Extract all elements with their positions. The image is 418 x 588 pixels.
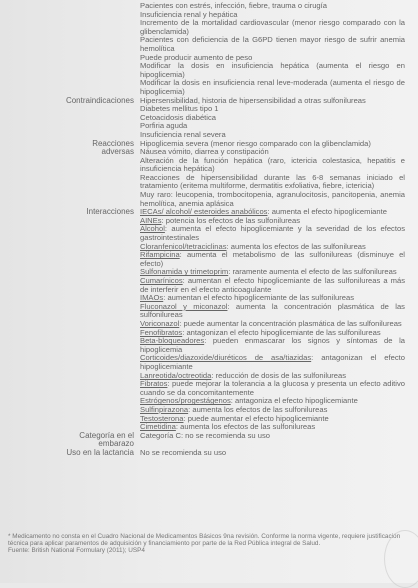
interaction-drug: Estrógenos/progestágenos [140, 396, 231, 406]
pregnancy-label-line2: embarazo [98, 439, 134, 449]
interaction-item [140, 251, 405, 268]
contraindication-item: Hipersensibilidad, historia de hipersensibilidad a otras sulfonilureas [140, 95, 366, 105]
interactions-content [140, 208, 405, 431]
contraindication-item: Insuficiencia renal severa [140, 129, 226, 139]
interaction-item [140, 380, 405, 397]
interaction-drug: Sulfonamida y trimetoprim [140, 267, 229, 277]
interaction-drug: Alcohol [140, 224, 165, 234]
pregnancy-value: Categoría C: no se recomienda su uso [140, 430, 271, 440]
interaction-effect: : aumenta el efecto hipoglicemiante y la severidad de los efectos gastrointestinales [140, 224, 405, 243]
interaction-drug: Fluconazol y miconazol [140, 301, 228, 311]
adverse-reactions-row [8, 140, 410, 209]
interaction-effect: : pueden enmascarar los signos y síntomas de la hipoglicemia [140, 336, 405, 354]
contraindication-item: Cetoacidosis diabética [140, 112, 216, 122]
interaction-drug: Testosterona [140, 413, 184, 423]
precaution-item: Modificar la dosis en insuficiencia renal leve-moderada (aumenta el riesgo de hipoglicemia) [140, 78, 405, 96]
interaction-drug: Cimetidina [140, 422, 176, 432]
interaction-item [140, 303, 405, 320]
interaction-item [140, 354, 405, 371]
interaction-drug: Fenofibratos [140, 327, 183, 337]
interaction-effect: : aumenta los efectos de las sulfonilureas [175, 422, 316, 432]
precaution-item: Insuficiencia renal y hepática [140, 9, 238, 19]
contraindications-label: Contraindicaciones [65, 95, 134, 105]
interaction-drug: Fibratos [140, 379, 168, 389]
interactions-label: Interacciones [86, 207, 134, 217]
adverse-label-line1: Reacciones [92, 138, 134, 148]
adverse-reactions-content [140, 140, 405, 209]
interaction-drug: Sulfinpirazona [140, 404, 189, 414]
interaction-effect: : aumenta el efecto hipoglicemiante [267, 207, 387, 217]
adverse-item: Hipoglicemia severa (menor riesgo comparado con la glibenclamida) [140, 138, 371, 148]
precaution-item: Pacientes con estrés, infección, fiebre, trauma o cirugía [140, 1, 327, 10]
precaution-item: Puede producir aumento de peso [140, 52, 253, 62]
interaction-effect: : antagoniza el efecto hipoglicemiante [230, 396, 358, 406]
interaction-item [140, 337, 405, 354]
interaction-drug: Lanreotida/octreotida [140, 370, 212, 380]
pregnancy-label [8, 432, 140, 449]
contraindication-item: Porfiria aguda [140, 121, 188, 131]
interaction-effect: : aumenta la concentración plasmática de las sulfonilureas [140, 301, 405, 320]
contraindications-content [140, 97, 405, 140]
adverse-label-line2: adversas [101, 147, 134, 157]
interaction-effect: : aumentan el efecto hipoglicemiante de las sulfonilureas [163, 293, 355, 303]
adverse-reactions-label [8, 140, 140, 209]
precaution-item: Pacientes con deficiencia de la G6PD tienen mayor riesgo de sufrir anemia hemolítica [140, 35, 405, 53]
pregnancy-row [8, 432, 410, 449]
pregnancy-content [140, 432, 405, 449]
interaction-drug: Beta-bloqueadores [140, 336, 205, 346]
interaction-drug: Voriconazol [140, 318, 180, 328]
interaction-effect: : antagonizan el efecto hipoglicemiante de las sulfonilureas [182, 327, 381, 337]
adverse-item: Alteración de la función hepática (raro, ictericia colestasica, hepatitis e insuficiencia hepática) [140, 155, 405, 174]
interaction-effect: : antagonizan el efecto hipoglicemiante [140, 353, 405, 371]
interaction-effect: : puede aumentar la concentración plasmática de las sulfonilureas [179, 318, 402, 328]
interaction-item [140, 225, 405, 242]
interaction-effect: : reducción de dosis de las sulfonilureas [211, 370, 347, 380]
stamp-seal [384, 530, 418, 588]
interaction-effect: : aumenta los efectos de las sulfonilureas [226, 241, 366, 251]
interaction-item [140, 277, 405, 294]
precautions-label [8, 2, 140, 97]
precaution-item: Incremento de la mortalidad cardiovascular (menor riesgo comparado con la glibenclamida) [140, 18, 405, 36]
lactation-row [8, 449, 410, 458]
interaction-drug: IMAOs [140, 293, 164, 303]
precautions-row [8, 2, 410, 97]
interaction-drug: AINEs [140, 215, 162, 225]
lactation-label: Uso en la lactancia [66, 447, 134, 457]
footnotes [8, 533, 406, 555]
contraindications-row [8, 97, 410, 140]
interaction-drug: IECAs/ alcohol/ esteroides anabólicos [140, 207, 268, 217]
adverse-item: Muy raro: leucopenia, trombocitopenia, agranulocitosis, pancitopenia, anemia hemolítica, anemia aplásica [140, 190, 405, 208]
drug-monograph-table [8, 2, 410, 457]
interaction-effect: : aumenta el metabolismo de las sulfonilureas (disminuye el efecto) [140, 250, 405, 268]
lactation-value: No se recomienda su uso [140, 447, 227, 457]
interaction-effect: : aumentan el efecto hipoglicemiante de las sulfonilureas a más de interferir en el efecto anticoagulante [140, 276, 405, 294]
interaction-drug: Corticoides/diazoxide/diuréticos de asa/tiazidas [140, 353, 312, 363]
interaction-effect: : puede aumentar el efecto hipoglicemiante [183, 413, 329, 423]
lactation-content [140, 449, 405, 458]
interactions-row [8, 208, 410, 431]
interaction-effect: : potencia los efectos de las sulfonilureas [161, 215, 300, 225]
interaction-effect: : puede mejorar la tolerancia a la glucosa y presenta un efecto aditivo cuando se da concomitantemente [140, 379, 405, 397]
interaction-effect: : aumenta los efectos de las sulfonilureas [188, 404, 328, 414]
contraindication-item: Diabetes mellitus tipo 1 [140, 104, 219, 114]
source-text: Fuente: British National Formulary (2011); USP4 [8, 547, 145, 555]
pregnancy-label-line1: Categoría en el [79, 430, 134, 440]
interaction-drug: Cumarínicos [140, 276, 183, 285]
interaction-effect: : raramente aumenta el efecto de las sulfonilureas [228, 267, 397, 277]
precaution-item: Modificar la dosis en insuficiencia hepática (aumenta el riesgo en hipoglicemia) [140, 61, 405, 79]
adverse-item: Náusea vómito, diarrea y constipación [140, 147, 269, 157]
footnote-text: * Medicamento no consta en el Cuadro Nacional de Medicamentos Básicos 9na revisión. Conforme la norma vigente, requiere justificación técnica para aplicar paramentos de adquisición y financiamiento por parte de la Red Pública integral de Salud. [8, 533, 401, 548]
interaction-drug: Cloranfenicol/tetraciclinas [140, 241, 227, 251]
interaction-drug: Rifampicina [140, 250, 180, 260]
adverse-item: Reacciones de hipersensibilidad durante las 6-8 semanas iniciado el tratamiento (eritema multiforme, dermatitis exfoliativa, fiebre, ictericia) [140, 172, 405, 191]
precautions-content [140, 2, 405, 97]
